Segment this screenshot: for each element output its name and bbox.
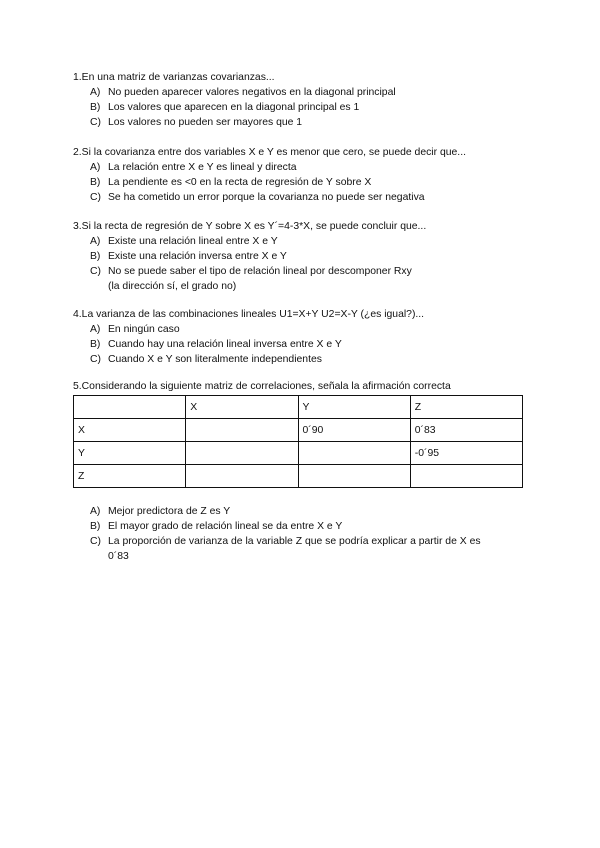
table-cell: 0´90 [298, 419, 410, 442]
option-letter: C) [90, 536, 101, 547]
table-cell [186, 419, 298, 442]
question-1-option-a [73, 85, 533, 100]
option-text: Cuando hay una relación lineal inversa entre X e Y [108, 339, 342, 350]
question-3 [73, 219, 533, 294]
question-2-stem: 2.Si la covarianza entre dos variables X e Y es menor que cero, se puede decir que... [73, 147, 466, 158]
table-row [74, 419, 523, 442]
option-letter: B) [90, 339, 101, 350]
table-cell: 0´83 [410, 419, 522, 442]
table-cell [298, 442, 410, 465]
option-text: No pueden aparecer valores negativos en la diagonal principal [108, 87, 396, 98]
question-4-option-b [73, 337, 533, 352]
table-cell: Y [74, 442, 186, 465]
correlation-matrix-table [73, 395, 523, 488]
question-4-option-c [73, 352, 533, 367]
option-text: La proporción de varianza de la variable Z que se podría explicar a partir de X es [108, 536, 481, 547]
question-3-option-a [73, 234, 533, 249]
question-2-option-a [73, 160, 533, 175]
question-3-stem: 3.Si la recta de regresión de Y sobre X es Y´=4-3*X, se puede concluir que... [73, 221, 427, 232]
option-text: La pendiente es <0 en la recta de regresión de Y sobre X [108, 177, 372, 188]
option-text: Existe una relación lineal entre X e Y [108, 236, 278, 247]
question-3-option-b [73, 249, 533, 264]
question-4 [73, 307, 533, 367]
table-cell: Y [298, 396, 410, 419]
question-1-option-b [73, 100, 533, 115]
question-5-options [73, 504, 533, 564]
option-text: El mayor grado de relación lineal se da entre X e Y [108, 521, 343, 532]
question-2-option-c [73, 190, 533, 205]
question-5-option-b [73, 519, 533, 534]
option-text: Los valores que aparecen en la diagonal principal es 1 [108, 102, 360, 113]
table-cell: -0´95 [410, 442, 522, 465]
question-4-option-a [73, 322, 533, 337]
table-cell: Z [410, 396, 522, 419]
table-row [74, 465, 523, 488]
question-3-option-c-continuation: (la dirección sí, el grado no) [108, 281, 237, 292]
table-cell: X [186, 396, 298, 419]
option-letter: C) [90, 266, 101, 277]
table-row [74, 442, 523, 465]
option-letter: B) [90, 251, 101, 262]
option-letter: A) [90, 87, 101, 98]
option-letter: C) [90, 117, 101, 128]
option-text: No se puede saber el tipo de relación lineal por descomponer Rxy [108, 266, 412, 277]
option-text: La relación entre X e Y es lineal y directa [108, 162, 297, 173]
option-letter: B) [90, 177, 101, 188]
option-letter: A) [90, 162, 101, 173]
option-letter: A) [90, 506, 101, 517]
table-cell: Z [74, 465, 186, 488]
question-4-stem: 4.La varianza de las combinaciones lineales U1=X+Y U2=X-Y (¿es igual?)... [73, 309, 425, 320]
table-cell [410, 465, 522, 488]
option-text: En ningún caso [108, 324, 180, 335]
question-5-stem: 5.Considerando la siguiente matriz de correlaciones, señala la afirmación correcta [73, 381, 451, 392]
question-1-option-c [73, 115, 533, 130]
option-text: Mejor predictora de Z es Y [108, 506, 231, 517]
option-text: Los valores no pueden ser mayores que 1 [108, 117, 303, 128]
option-text: Cuando X e Y son literalmente independientes [108, 354, 322, 365]
question-5 [73, 379, 533, 394]
table-row [74, 396, 523, 419]
option-letter: C) [90, 354, 101, 365]
option-letter: C) [90, 192, 101, 203]
option-letter: B) [90, 102, 101, 113]
question-5-option-c-continuation: 0´83 [108, 551, 129, 562]
table-cell [74, 396, 186, 419]
question-3-option-c [73, 264, 533, 279]
option-letter: A) [90, 324, 101, 335]
table-cell [186, 465, 298, 488]
option-letter: B) [90, 521, 101, 532]
question-5-option-c [73, 534, 533, 549]
question-2 [73, 145, 533, 205]
table-cell [186, 442, 298, 465]
question-5-option-a [73, 504, 533, 519]
option-text: Se ha cometido un error porque la covarianza no puede ser negativa [108, 192, 425, 203]
question-2-option-b [73, 175, 533, 190]
question-1 [73, 70, 533, 130]
table-cell [298, 465, 410, 488]
option-text: Existe una relación inversa entre X e Y [108, 251, 287, 262]
option-letter: A) [90, 236, 101, 247]
table-cell: X [74, 419, 186, 442]
question-1-stem: 1.En una matriz de varianzas covarianzas... [73, 72, 275, 83]
